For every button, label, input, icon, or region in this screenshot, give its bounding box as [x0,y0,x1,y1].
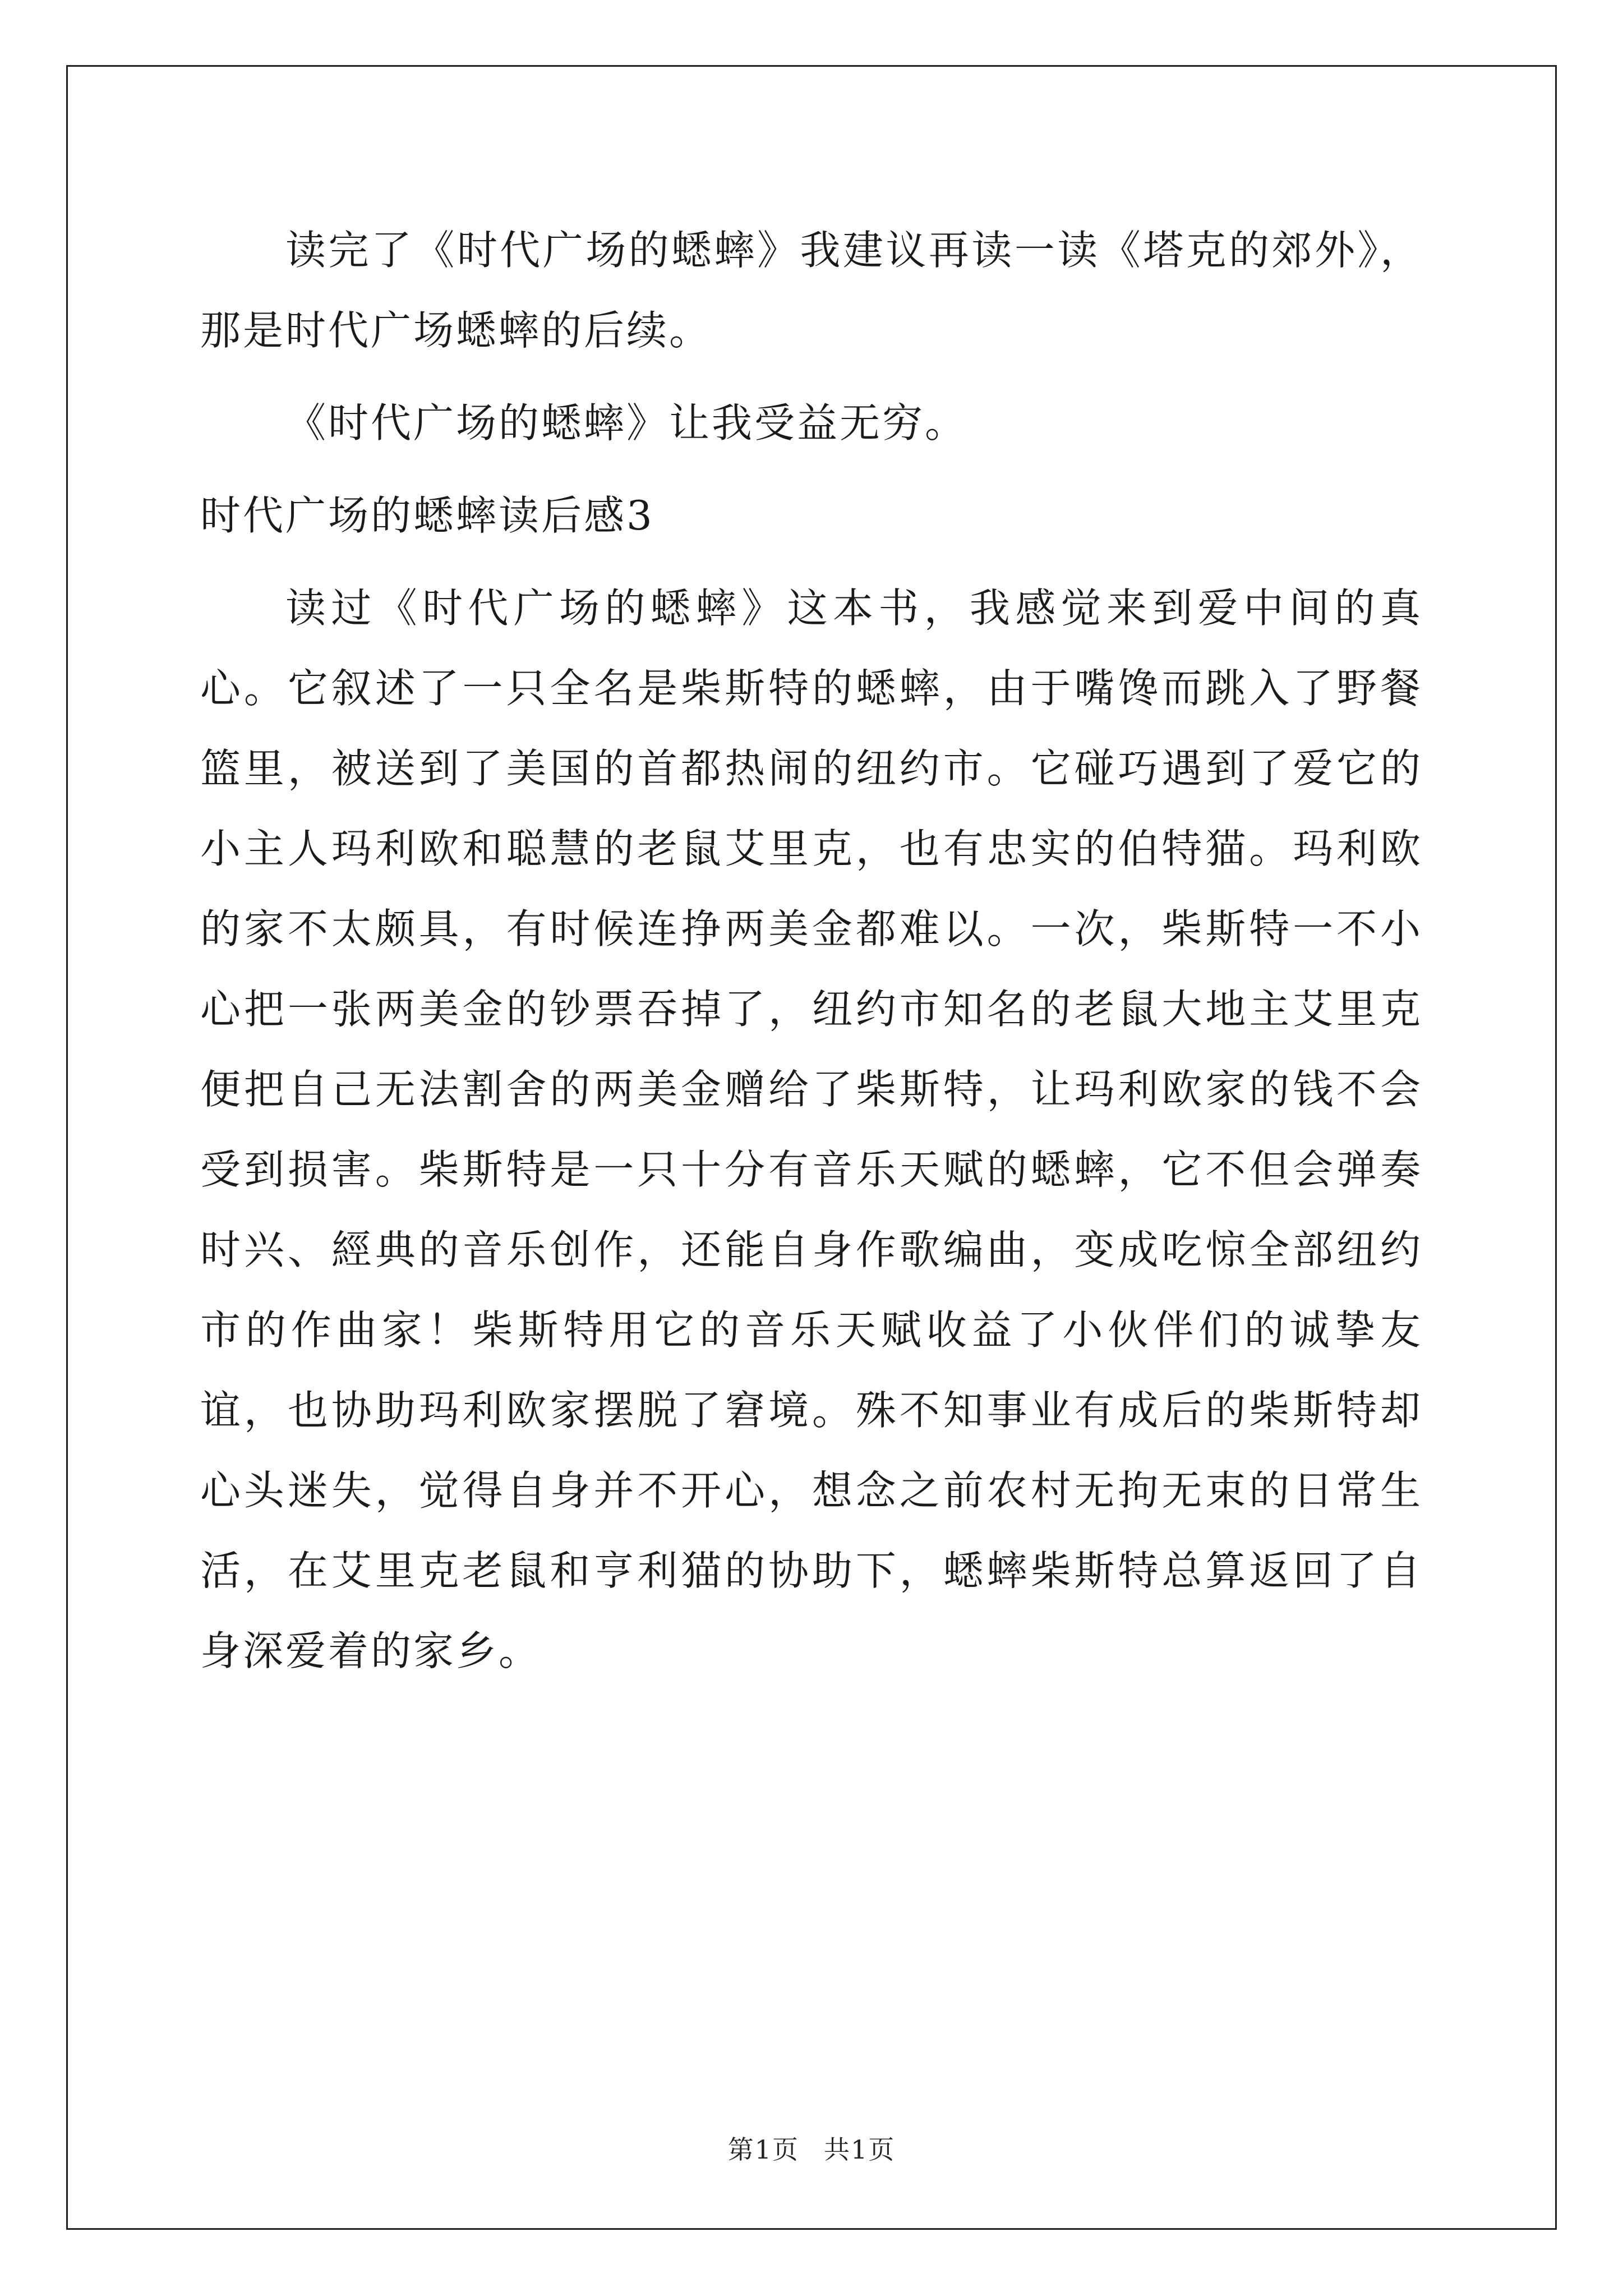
page-footer [0,2129,1623,2166]
paragraph-1: 读完了《时代广场的蟋蟀》我建议再读一读《塔克的郊外》，那是时代广场蟋蟀的后续。 [200,227,1423,354]
page-total: 共1页 [824,2134,896,2165]
page-number: 第1页 [727,2134,799,2165]
paragraph-2: 《时代广场的蟋蟀》让我受益无穷。 [285,399,968,447]
document-body [200,210,1423,1691]
section-heading: 时代广场的蟋蟀读后感3 [200,492,654,539]
paragraph-3: 读过《时代广场的蟋蟀》这本书，我感觉来到爱中间的真心。它叙述了一只全名是柴斯特的蟋蟀，由于嘴馋而跳入了野餐篮里，被送到了美国的首都热闹的纽约市。它碰巧遇到了爱它的小主人玛利欧和聪慧的老鼠艾里克，也有忠实的伯特猫。玛利欧的家不太颇具，有时候连挣两美金都难以。一次，柴斯特一不小心把一张两美金的钞票吞掉了，纽约市知名的老鼠大地主艾里克便把自己无法割舍的两美金赠给了柴斯特，让玛利欧家的钱不会受到损害。柴斯特是一只十分有音乐天赋的蟋蟀，它不但会弹奏时兴、經典的音乐创作，还能自身作歌编曲，变成吃惊全部纽约市的作曲家！柴斯特用它的音乐天赋收益了小伙伴们的诚挚友谊，也协助玛利欧家摆脱了窘境。殊不知事业有成后的柴斯特却心头迷失，觉得自身并不开心，想念之前农村无拘无束的日常生活，在艾里克老鼠和亨利猫的协助下，蟋蟀柴斯特总算返回了自身深爱着的家乡。 [200,585,1423,1674]
